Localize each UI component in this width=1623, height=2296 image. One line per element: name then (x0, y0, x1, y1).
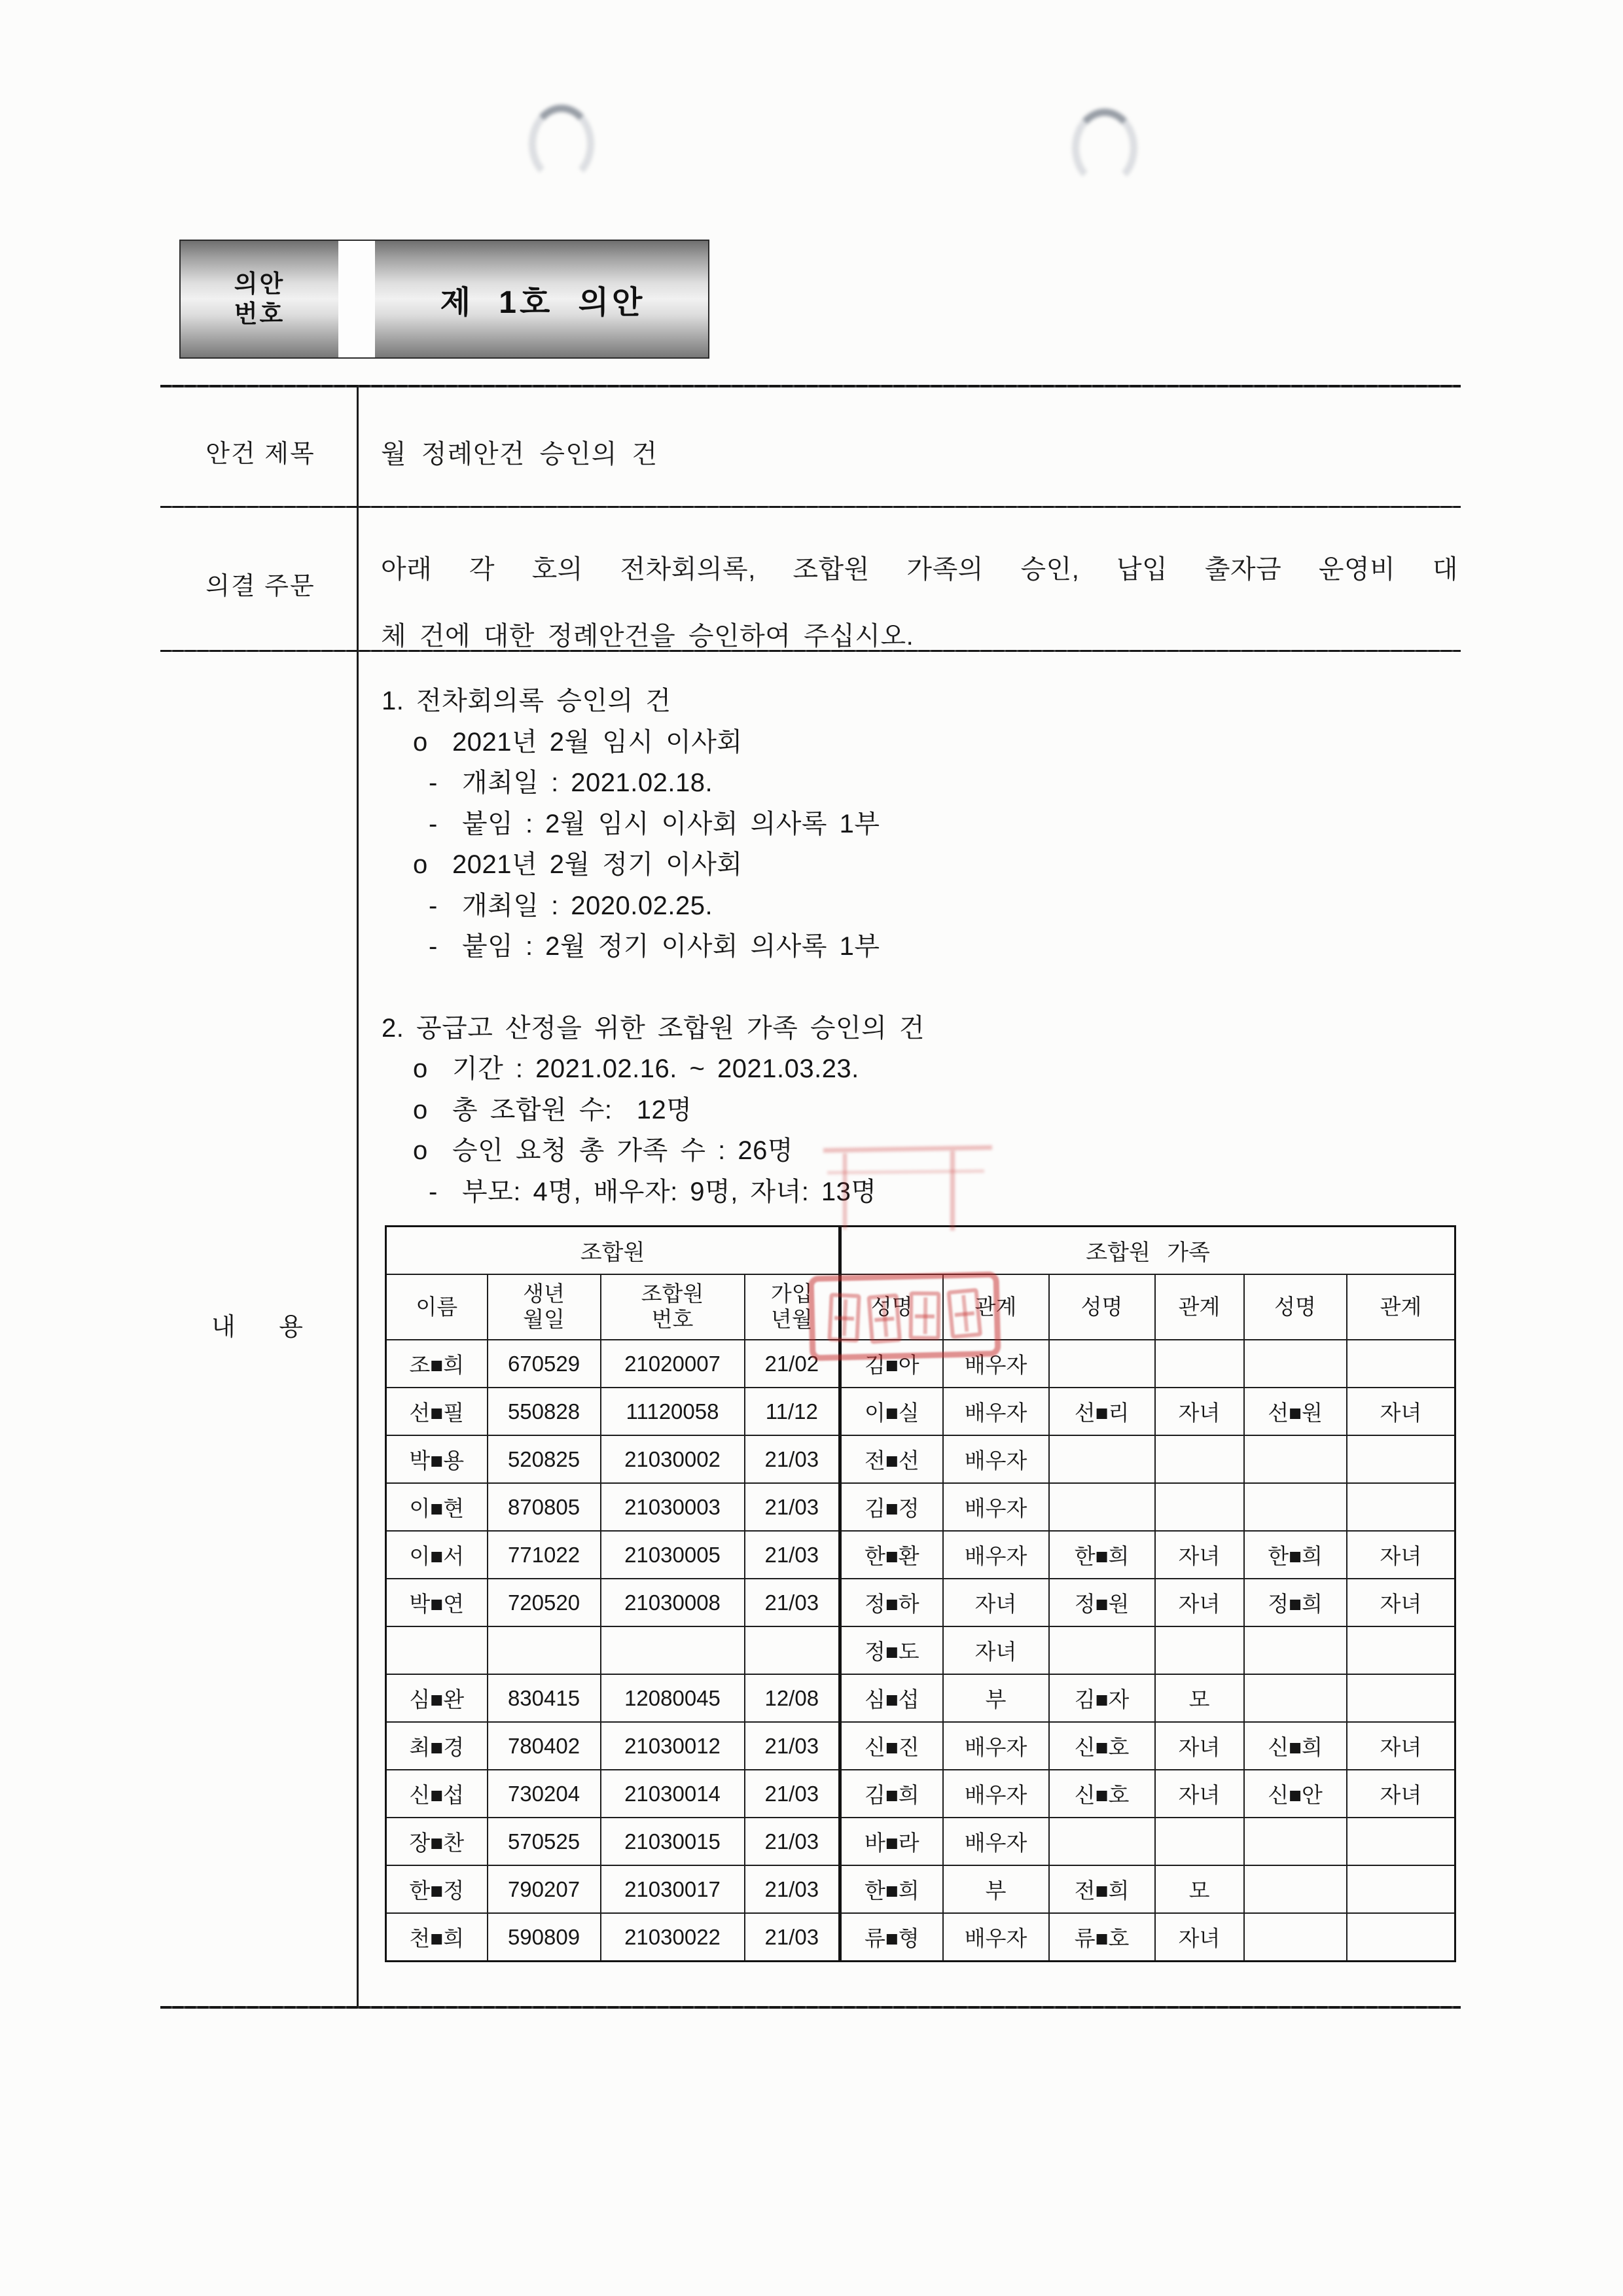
table-cell (1155, 1483, 1244, 1531)
table-cell: 730204 (488, 1770, 601, 1818)
table-cell (1347, 1674, 1455, 1722)
table-cell: 자녀 (1155, 1531, 1244, 1579)
table-row (386, 1770, 1455, 1818)
table-cell: 한■희 (1049, 1531, 1155, 1579)
table-cell (745, 1626, 840, 1674)
table-cell: 830415 (488, 1674, 601, 1722)
table-cell: 790207 (488, 1865, 601, 1913)
table-cell: 천■희 (386, 1913, 488, 1962)
table-cell (1347, 1340, 1455, 1388)
table-row (386, 1913, 1455, 1962)
badge-divider-bar (338, 241, 375, 357)
table-cell: 배우자 (943, 1435, 1049, 1483)
table-column-header: 생년 월일 (488, 1274, 601, 1340)
table-cell: 장■찬 (386, 1818, 488, 1865)
agenda-number-badge (179, 240, 709, 359)
table-cell: 720520 (488, 1579, 601, 1626)
table-cell: 21030005 (601, 1531, 745, 1579)
content-line: - 붙임 : 2월 임시 이사회 의사록 1부 (429, 809, 880, 838)
table-row (386, 1388, 1455, 1435)
table-cell: 바■라 (840, 1818, 943, 1865)
table-cell: 박■용 (386, 1435, 488, 1483)
table-cell (1244, 1865, 1347, 1913)
table-cell: 550828 (488, 1388, 601, 1435)
table-cell (1049, 1340, 1155, 1388)
table-cell: 정■하 (840, 1579, 943, 1626)
table-cell: 590809 (488, 1913, 601, 1962)
table-cell: 21/03 (745, 1913, 840, 1962)
table-cell: 배우자 (943, 1340, 1049, 1388)
badge-label (181, 241, 338, 357)
table-column-header: 관계 (1155, 1274, 1244, 1340)
table-cell (601, 1626, 745, 1674)
table-cell (386, 1626, 488, 1674)
table-cell: 정■희 (1244, 1579, 1347, 1626)
table-cell: 21/02 (745, 1340, 840, 1388)
table-cell: 심■섭 (840, 1674, 943, 1722)
table-cell: 21030008 (601, 1579, 745, 1626)
table-cell: 이■서 (386, 1531, 488, 1579)
table-cell: 자녀 (1347, 1531, 1455, 1579)
table-cell: 21/03 (745, 1531, 840, 1579)
table-cell: 21030015 (601, 1818, 745, 1865)
table-cell (1244, 1340, 1347, 1388)
table-cell: 김■희 (840, 1770, 943, 1818)
table-cell: 570525 (488, 1818, 601, 1865)
content-line: o 총 조합원 수: 12명 (413, 1095, 692, 1124)
table-cell: 21/03 (745, 1483, 840, 1531)
table-row (386, 1340, 1455, 1388)
table-cell: 이■실 (840, 1388, 943, 1435)
table-cell: 류■호 (1049, 1913, 1155, 1962)
table-cell: 자녀 (1347, 1388, 1455, 1435)
table-cell (1049, 1626, 1155, 1674)
table-cell: 배우자 (943, 1531, 1049, 1579)
table-cell: 21/03 (745, 1435, 840, 1483)
table-cell: 신■섭 (386, 1770, 488, 1818)
content-label-char1: 내 (211, 1314, 236, 1341)
table-row (386, 1483, 1455, 1531)
table-cell: 신■호 (1049, 1770, 1155, 1818)
agenda-number-title: 제 1호 의안 (440, 285, 646, 320)
table-cell (1244, 1435, 1347, 1483)
table-cell: 정■도 (840, 1626, 943, 1674)
agenda-title-value: 월 정례안건 승인의 건 (381, 440, 658, 469)
table-cell (1244, 1913, 1347, 1962)
table-column-header: 성명 (1049, 1274, 1155, 1340)
resolution-line-1: 아래 각 호의 전차회의록, 조합원 가족의 승인, 납입 출자금 운영비 대 (381, 555, 1458, 584)
table-cell: 이■현 (386, 1483, 488, 1531)
table-cell: 신■진 (840, 1722, 943, 1770)
table-cell (1155, 1818, 1244, 1865)
table-cell: 선■필 (386, 1388, 488, 1435)
table-cell: 21/03 (745, 1865, 840, 1913)
table-cell: 11120058 (601, 1388, 745, 1435)
content-section (382, 681, 1448, 1212)
table-cell: 771022 (488, 1531, 601, 1579)
table-cell: 배우자 (943, 1770, 1049, 1818)
table-cell: 선■원 (1244, 1388, 1347, 1435)
table-cell: 21/03 (745, 1722, 840, 1770)
table-column-header: 성명 (840, 1274, 943, 1340)
table-cell: 조■희 (386, 1340, 488, 1388)
row-label-content (211, 1306, 303, 1342)
content-line: - 개최일 : 2020.02.25. (429, 891, 713, 920)
content-line: 2. 공급고 산정을 위한 조합원 가족 승인의 건 (382, 1013, 925, 1043)
row-label-resolution: 의결 주문 (205, 573, 315, 600)
table-cell: 자녀 (1347, 1722, 1455, 1770)
table-column-header: 조합원 번호 (601, 1274, 745, 1340)
table-row (386, 1865, 1455, 1913)
table-cell (488, 1626, 601, 1674)
table-cell: 심■완 (386, 1674, 488, 1722)
resolution-line-2: 체 건에 대한 정례안건을 승인하여 주십시오. (381, 622, 914, 651)
table-cell: 모 (1155, 1674, 1244, 1722)
table-cell: 자녀 (1347, 1770, 1455, 1818)
rule-bottom (160, 2006, 1461, 2009)
table-row (386, 1435, 1455, 1483)
table-cell: 21030012 (601, 1722, 745, 1770)
table-cell: 김■정 (840, 1483, 943, 1531)
table-cell: 12080045 (601, 1674, 745, 1722)
content-line: - 붙임 : 2월 정기 이사회 의사록 1부 (429, 932, 880, 961)
table-cell (1244, 1483, 1347, 1531)
table-row (386, 1674, 1455, 1722)
table-cell: 부 (943, 1674, 1049, 1722)
row-label-agenda-title: 안건 제목 (205, 440, 315, 468)
table-cell: 780402 (488, 1722, 601, 1770)
table-cell: 자녀 (1155, 1913, 1244, 1962)
content-line: - 개최일 : 2021.02.18. (429, 768, 713, 797)
rule-after-title (160, 506, 1461, 508)
table-column-header: 관계 (943, 1274, 1049, 1340)
content-line: o 2021년 2월 임시 이사회 (413, 727, 743, 757)
content-line: o 기간 : 2021.02.16. ~ 2021.03.23. (413, 1054, 859, 1083)
table-cell (1347, 1626, 1455, 1674)
table-cell: 배우자 (943, 1722, 1049, 1770)
table-cell: 김■아 (840, 1340, 943, 1388)
rule-top (160, 385, 1461, 387)
table-cell: 한■환 (840, 1531, 943, 1579)
table-cell (1347, 1865, 1455, 1913)
table-cell: 21020007 (601, 1340, 745, 1388)
table-cell: 21030002 (601, 1435, 745, 1483)
table-cell (1244, 1818, 1347, 1865)
table-column-header: 이름 (386, 1274, 488, 1340)
table-cell: 21/03 (745, 1770, 840, 1818)
table-cell (1347, 1435, 1455, 1483)
table-row (386, 1818, 1455, 1865)
member-family-table (385, 1225, 1456, 1962)
table-cell (1347, 1818, 1455, 1865)
table-cell: 배우자 (943, 1913, 1049, 1962)
table-cell: 부 (943, 1865, 1049, 1913)
table-cell: 박■연 (386, 1579, 488, 1626)
table-cell: 21030014 (601, 1770, 745, 1818)
table-cell: 21030003 (601, 1483, 745, 1531)
table-cell (1244, 1674, 1347, 1722)
table-cell (1347, 1913, 1455, 1962)
table-cell: 자녀 (1155, 1388, 1244, 1435)
table-cell: 모 (1155, 1865, 1244, 1913)
table-cell (1244, 1626, 1347, 1674)
table-row (386, 1531, 1455, 1579)
content-line: o 승인 요청 총 가족 수 : 26명 (413, 1136, 794, 1165)
badge-label-line2: 번호 (234, 300, 285, 327)
table-cell (1155, 1626, 1244, 1674)
content-line: - 부모: 4명, 배우자: 9명, 자녀: 13명 (429, 1177, 877, 1206)
table-cell: 21030017 (601, 1865, 745, 1913)
table-cell: 전■희 (1049, 1865, 1155, 1913)
table-cell: 배우자 (943, 1818, 1049, 1865)
table-cell: 신■희 (1244, 1722, 1347, 1770)
table-cell: 한■정 (386, 1865, 488, 1913)
table-cell: 21/03 (745, 1579, 840, 1626)
table-column-header: 가입 년월 (745, 1274, 840, 1340)
label-column-divider (357, 385, 359, 2008)
table-cell: 자녀 (1155, 1722, 1244, 1770)
badge-label-line1: 의안 (234, 270, 285, 297)
table-cell: 최■경 (386, 1722, 488, 1770)
table-cell: 신■안 (1244, 1770, 1347, 1818)
table-column-header: 성명 (1244, 1274, 1347, 1340)
table-cell: 전■선 (840, 1435, 943, 1483)
table-cell: 선■리 (1049, 1388, 1155, 1435)
content-line: 1. 전차회의록 승인의 건 (382, 687, 671, 715)
table-cell: 21030022 (601, 1913, 745, 1962)
table-cell: 870805 (488, 1483, 601, 1531)
table-cell (1347, 1483, 1455, 1531)
table-cell: 류■형 (840, 1913, 943, 1962)
table-column-header: 관계 (1347, 1274, 1455, 1340)
table-cell: 12/08 (745, 1674, 840, 1722)
table-cell: 한■희 (1244, 1531, 1347, 1579)
table-cell (1049, 1483, 1155, 1531)
table-cell: 자녀 (1155, 1770, 1244, 1818)
table-cell: 배우자 (943, 1483, 1049, 1531)
table-group-header: 조합원 가족 (840, 1227, 1455, 1275)
table-row (386, 1722, 1455, 1770)
table-cell: 670529 (488, 1340, 601, 1388)
punch-hole-shadow-left (529, 105, 594, 183)
table-cell (1049, 1818, 1155, 1865)
content-label-char2: 용 (279, 1314, 303, 1341)
table-cell: 자녀 (1155, 1579, 1244, 1626)
table-cell: 21/03 (745, 1818, 840, 1865)
table-cell: 한■희 (840, 1865, 943, 1913)
table-group-header: 조합원 (386, 1227, 840, 1275)
table-cell: 자녀 (1347, 1579, 1455, 1626)
table-cell: 자녀 (943, 1626, 1049, 1674)
table-cell: 정■원 (1049, 1579, 1155, 1626)
table-cell: 자녀 (943, 1579, 1049, 1626)
table-cell: 김■자 (1049, 1674, 1155, 1722)
punch-hole-shadow-right (1072, 109, 1137, 187)
table-cell (1049, 1435, 1155, 1483)
content-line: o 2021년 2월 정기 이사회 (413, 850, 743, 879)
table-row (386, 1579, 1455, 1626)
table-cell: 신■호 (1049, 1722, 1155, 1770)
table-cell: 배우자 (943, 1388, 1049, 1435)
table-cell (1155, 1340, 1244, 1388)
table-cell: 11/12 (745, 1388, 840, 1435)
table-cell: 520825 (488, 1435, 601, 1483)
table-row (386, 1626, 1455, 1674)
table-cell (1155, 1435, 1244, 1483)
